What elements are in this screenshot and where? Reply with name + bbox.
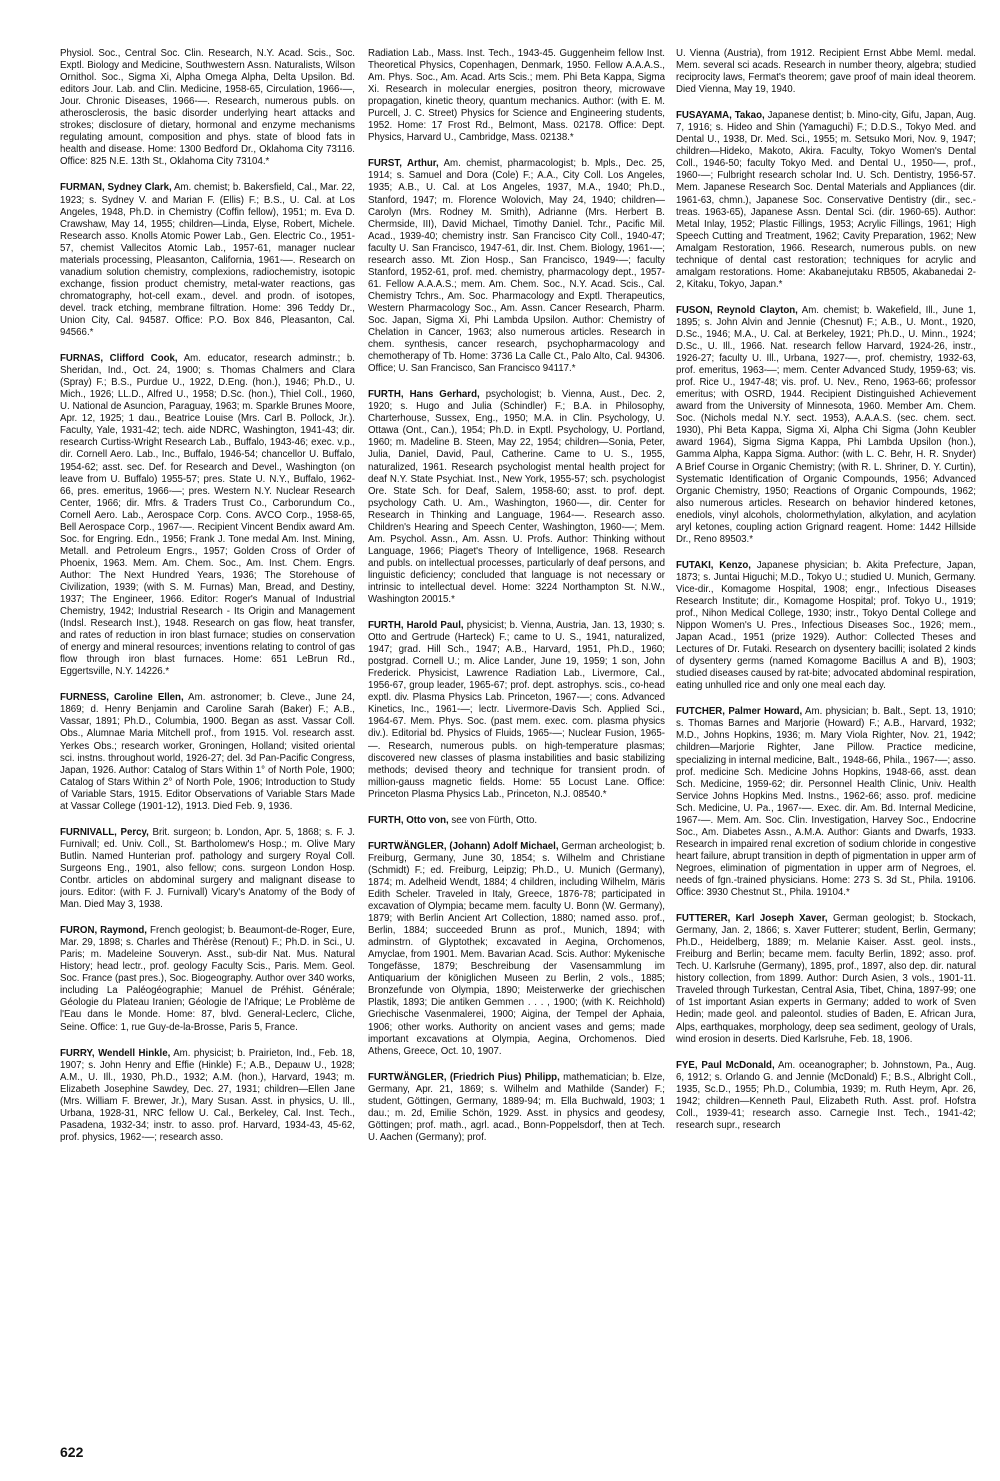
entry-name: FURMAN, Sydney Clark, (60, 182, 172, 194)
biography-entry (60, 353, 355, 678)
biography-entry (60, 692, 355, 812)
entry-text: Physiol. Soc., Central Soc. Clin. Research, N.Y. Acad. Scis., Soc. Exptl. Biology and Medicine, Southwestern Assn. Naturalists, Wilson Ornithol. Soc., Sigma Xi, Alpha Omega Alpha, Delta Upsilon. Bd. editors Jour. Lab. and Clin. Medicine, 1958-65, Circulation, 1966-—, Jour. Chronic Diseases, 1966-—. Research, numerous publs. on atherosclerosis, the basic disorder underlying heart attacks and strokes; disclosure of dietary, hormonal and enzyme mechanisms regulating amount, composition and phys. state of blood fats in health and disease. Home: 1300 Bedford Dr., Oklahoma City 73116. Office: 825 N.E. 13th St., Oklahoma City 73104.* (60, 48, 355, 168)
biography-entry (676, 560, 976, 693)
entry-name: FURNAS, Clifford Cook, (60, 353, 178, 365)
biography-entry (368, 158, 665, 375)
entry-name: FURST, Arthur, (368, 158, 439, 170)
entry-text: Japanese physician; b. Akita Prefecture, Japan, 1873; s. Juntai Higuchi; M.D., Tokyo U.; studied U. Munich, Germany. Vice-dir., Komagome Hospital, 1908; engr., Infectious Diseases Research Institute; dir., Komagome Hospital; prof. Tokyo U., 1919; prof., Nihon Medical College, 1930; instr., Tokyo Dental College and Nippon Women's U. Pres., Infectious Diseases Soc., 1926; mem., Japan Acad., 1951 (prize 1929). Author: Collected Theses and Lectures of Dr. Futaki. Research on dysentery bacilli; isolated 2 kinds of dysentery germs (named Komagome Bacillus A and B), 1903; studied diseases caused by rat-bite; advocated abdominal respiration, eating unhulled rice and only one meal each day. (676, 559, 976, 692)
entry-name: FYE, Paul McDonald, (676, 1059, 775, 1071)
entry-text: Japanese dentist; b. Mino-city, Gifu, Japan, Aug. 7, 1916; s. Hideo and Shin (Yamaguchi) F.; D.D.S., Tokyo Med. and Dental U., 1938, Dr. Med. Sci., 1955; m. Setsuko Mori, Nov. 9, 1947; children—Hideko, Makoto, Akira. Faculty, Tokyo Women's Dental Coll., 1946-50; faculty Tokyo Med. and Dental U., 1950-—, prof., 1960-—; Fulbright research scholar Ind. U. Sch. Dentistry, 1956-57. Mem. Japanese Research Soc. Dental Materials and Appliances (dir. 1961-63, chmn.), Japanese Soc. Conservative Dentistry (dir., sec.-treas. 1963-65), Japanese Assn. Dental Sci. (dir. 1960-65). Author: Metal Inlay, 1952; Plastic Fillings, 1953; Acrylic Fillings, 1961; High Speech Cutting and Treatment, 1962; Cavity Preparation, 1962; New Amalgam Restoration, 1966. Research, numerous publs. on new technique of dental cast restoration; techniques for acrylic and amalgam restorations. Home: Akabanejutaku RB505, Akabanedai 2-2, Kitaku, Tokyo, Japan.* (676, 110, 976, 290)
biography-entry (60, 182, 355, 339)
entry-text: U. Vienna (Austria), from 1912. Recipient Ernst Abbe Meml. medal. Mem. several sci acads. Research in number theory, algebra; studied reciprocity laws, Fermat's theorem; gave proof of main ideal theorem. Died Vienna, May 19, 1940. (676, 48, 976, 96)
entry-name: FUTCHER, Palmer Howard, (676, 706, 803, 718)
entry-text: Am. astronomer; b. Cleve., June 24, 1869; d. Henry Benjamin and Caroline Sarah (Baker) F.; A.B., Vassar, 1891; Ph.D., Columbia, 1900. Began as asst. Vassar Coll. Obs., Alumnae Maria Mitchell prof., from 1915. Vol. research asst. Yerkes Obs.; research worker, Groningen, Holland; visited oriental sci. instns. throughout world, 1926-27; del. 3d Pan-Pacific Congress, Japan, 1926. Author: Catalog of Stars Within 1° of North Pole, 1900; Catalog of Stars Within 2° of North Pole, 1906; Introduction to Study of Variable Stars, 1915. Editor Observations of Variable Stars Made at Vassar College (1901-12), 1913. Died Feb. 9, 1936. (60, 692, 355, 812)
entry-name: FURON, Raymond, (60, 925, 148, 937)
page-number: 622 (60, 1444, 84, 1460)
entry-name: FURTH, Otto von, (368, 814, 449, 826)
entry-text: German archeologist; b. Freiburg, Germany, June 30, 1854; s. Wilhelm and Christiane (Schmidt) F.; ed. Freiburg, Leipzig; Ph.D., U. Munich (Germany), 1874; m. Adelheid Wendt, 1884; 4 children, including Wilhelm, Märis Edith Scheler. Traveled in Italy, Greece, 1876-78; participated in excavation of Olympia; became mem. faculty U. Bonn (W. Germany), 1879; with Berlin Ancient Art Collection, 1880; named asso. prof., Berlin, 1884; succeeded Brunn as prof., Munich, 1894; with adminstrn. of Glyptothek; excavated in Aegina, Orchomenos, Amyclae, from 1901. Mem. Bavarian Acad. Scis. Author: Mykenische Tongefässe, 1879; Beschreibung der Vasensammlung im Antiquarium der königlichen Museen zu Berlin, 2 vols., 1885; Bronzefunde von Olympia, 1890; Meisterwerke der griechischen Plastik, 1893; Die antiken Gemmen . . . , 1900; (with K. Reichhold) Griechische Vasenmalerei, 1900; Aigina, der Tempel der Aphaia, 1906; other works. Authority on ancient vases and gems; made important excavations at Olympia, Aegina, Orchomenos. Died Athens, Greece, Oct. 10, 1907. (368, 840, 665, 1057)
entry-text: psychologist; b. Vienna, Aust., Dec. 2, 1920; s. Hugo and Julia (Schindler) F.; B.A. in Philosophy, Charterhouse, Sussex, Eng., 1950; M.A. in Clin. Psychology, U. Ottawa (Ont., Can.), 1954; Ph.D. in Exptl. Psychology, U. Portland, 1960; m. Madeline B. Steen, May 22, 1954; children—Sonia, Peter, Julia, Daniel, David, Paul, Catherine. Came to U. S., 1955, naturalized, 1961. Research psychologist mental health project for deaf N.Y. State Psychiat. Inst., New York, 1955-57; sch. psychologist Ore. State Sch. for Deaf, Salem, 1958-60; asst. to prof. dept. psychology Cath. U. Am., Washington, 1960-—, dir. Center for Research in Thinking and Language, 1964-—. Research asso. Children's Hearing and Speech Center, Washington, 1960-—; Mem. Am. Psychol. Assn., Am. Assn. U. Profs. Author: Thinking without Language, 1966; Piaget's Theory of Intelligence, 1968. Research and publs. on intellectual processes, particularly of deaf persons, and linguistic deficiency; concluded that language is not necessary or intrinsic to intellectual devel. Home: 3224 Northampton St. N.W., Washington 20015.* (368, 389, 665, 606)
entry-text: Am. chemist; b. Bakersfield, Cal., Mar. 22, 1923; s. Sydney V. and Marian F. (Ellis) F.; B.S., U. Cal. at Los Angeles, 1948, Ph.D. in Chemistry (Coffin fellow), 1951; m. Eva D. Crawshaw, May 14, 1955; children—Linda, Elyse, Robert, Michele. Research asso. Knolls Atomic Power Lab., Gen. Electric Co., 1951-57, chemist Vallecitos Atomic Lab., 1957-61, manager nuclear materials processing, Pleasanton, California, 1961-—. Research on vanadium solution chemistry, complexions, radiochemistry, isotopic exchange, fission product chemistry, metal-water reactions, gas chromatography, hot-cell exam., devel. and prodn. of isotopes, devel. track etching, membrane filtration. Home: 396 Teddy Dr., Union City, Cal. 94587. Office: P.O. Box 846, Pleasanton, Cal. 94566.* (60, 182, 355, 339)
biography-entry (676, 913, 976, 1046)
biography-entry (60, 48, 355, 168)
entry-text: Brit. surgeon; b. London, Apr. 5, 1868; s. F. J. Furnivall; ed. Univ. Coll., St. Bartholomew's Hosp.; m. Olive Mary Butlin. Named Hunterian prof. pathology and surgery Royal Coll. Surgeons Eng., 1901, also fellow; cons. surgeon London Hosp. Contbr. articles on abdominal surgery and malignant disease to jours. Editor: (with F. J. Furnivall) Vicary's Anatomy of the Body of Man. Died May 3, 1938. (60, 826, 355, 911)
biography-entry (60, 925, 355, 1033)
biography-entry (368, 620, 665, 801)
entry-name: FUSON, Reynold Clayton, (676, 304, 798, 316)
entry-name: FURTWÄNGLER, (Friedrich Pius) Philipp, (368, 1071, 560, 1083)
entry-text: Radiation Lab., Mass. Inst. Tech., 1943-45. Guggenheim fellow Inst. Theoretical Physics, Copenhagen, Denmark, 1950. Fellow A.A.A.S., Am. Phys. Soc., Am. Acad. Arts Scis.; mem. Phi Beta Kappa, Sigma Xi. Research in molecular energies, positron theory, microwave propagation, kinetic theory, quantum mechanics. Author: (with E. M. Purcell, J. C. Street) Physics for Science and Engineering students, 1952. Home: 17 Frost Rd., Belmont, Mass. 02178. Office: Dept. Physics, Harvard U., Cambridge, Mass. 02138.* (368, 48, 665, 144)
biography-entry (368, 841, 665, 1058)
entry-name: FURTH, Harold Paul, (368, 620, 464, 632)
entry-name: FUTTERER, Karl Joseph Xaver, (676, 913, 828, 925)
text-column-2 (368, 48, 665, 1443)
entry-name: FURTWÄNGLER, (Johann) Adolf Michael, (368, 840, 559, 852)
entry-name: FUSAYAMA, Takao, (676, 110, 765, 122)
entry-text: Am. educator, research adminstr.; b. Sheridan, Ind., Oct. 24, 1900; s. Thomas Chalmers and Clara (Spray) F.; B.S., Purdue U., 1922, D.Eng. (hon.), 1946; Ph.D., U. Mich., 1926; LL.D., Alfred U., 1958; D.Sc. (hon.), Thiel Coll., 1960, U. National de Asuncion, Paraguay, 1963; m. Sparkle Brunes Moore, Apr. 12, 1925; 1 dau., Beatrice Louise (Mrs. Carl B. Pollock, Jr.). Faculty, Yale, 1931-42; tech. aide NDRC, Washington, 1941-43; dir. research Curtiss-Wright Research Lab., Buffalo, 1943-46; exec. v.p., dir. Cornell Aero. Lab., Inc., Buffalo, 1946-54; chancellor U. Buffalo, 1954-62; asst. sec. Def. for Research and Devel., Washington (on leave from U. Buffalo) 1955-57; pres. State U. N.Y., Buffalo, 1962-66, pres. emeritus, 1966-—; pres. Western N.Y. Nuclear Research Center, 1966; dir. Mfrs. & Traders Trust Co., Carborundum Co., Cornell Aero. Lab., Aerospace Corp. Cons. AVCO Corp., 1958-65, Bell Aerospace Corp., 1967-—. Recipient Vincent Bendix award Am. Soc. for Engring. Edn., 1956; Frank J. Tone medal Am. Inst. Mining, Metall. and Petroleum Engrs., 1957; Golden Cross of Order of Phoenix, 1963. Mem. Am. Chem. Soc., Am. Inst. Chem. Engrs. Author: The Next Hundred Years, 1936; The Storehouse of Civilization, 1939; (with S. M. Furnas) Man, Bread, and Destiny, 1937; The Engineer, 1966. Editor: Roger's Manual of Industrial Chemistry, 1942; Industrial Research - Its Origin and Management (Indsl. Research Inst.), 1948. Research on gas flow, heat transfer, and rates of reduction in iron blast furnace; studies on conservation of energy and mineral resources; inventions relating to control of gas flow through iron blast furnaces. Home: 651 LeBrun Rd., Eggertsville, N.Y. 14226.* (60, 353, 355, 678)
biography-entry (368, 1072, 665, 1144)
entry-text: Am. chemist, pharmacologist; b. Mpls., Dec. 25, 1914; s. Samuel and Dora (Cole) F.; A.A., City Coll. Los Angeles, 1935; A.B., U. Cal. at Los Angeles, 1937, M.A., 1940; Ph.D., Stanford, 1947; m. Florence Wolovich, May 24, 1940; children—Carolyn (Mrs. Rodney M. Smith), Adrianne (Mrs. Herbert B. Chermside, III), David Michael, Timothy Daniel. Tchr., Pacific Mil. Acad., 1939-40; chemistry instr. San Francisco City Coll., 1940-47; faculty U. San Francisco, 1947-61, dir. Inst. Chem. Biology, 1961-—; research asso. Mt. Zion Hosp., San Francisco, 1949-—; faculty Stanford, 1952-61, prof. med. chemistry, pharmacology dept., 1957-61. Fellow A.A.A.S.; mem. Am. Chem. Soc., N.Y. Acad. Scis., Cal. Chemistry Tchrs., Am. Soc. Pharmacology and Exptl. Therapeutics, Western Pharmacology Soc., Am. Assn. Cancer Research, Pharm. Soc. Japan, Sigma Xi, Phi Lambda Upsilon. Author: Chemistry of Chelation in Cancer, 1963; also numerous articles. Research in chem. synthesis, cancer research, psychopharmacology and chemotherapy of Tb. Home: 3736 La Calle Ct., Palo Alto, Cal. 94306. Office; U. San Francisco, San Francisco 94117.* (368, 158, 665, 375)
entry-name: FURRY, Wendell Hinkle, (60, 1047, 171, 1059)
biography-entry (368, 389, 665, 606)
entry-text: Am. physicist; b. Prairieton, Ind., Feb. 18, 1907; s. John Henry and Effie (Hinkle) F.; A.B., Depauw U., 1928; A.M., U. Ill., 1930, Ph.D., 1932; A.M. (hon.), Harvard, 1943; m. Elizabeth Josephine Sawdey, Dec. 27, 1931; children—Ellen Jane (Mrs. William F. Brewer, Jr.), Mary Susan. Asst. in physics, U. Ill., Urbana, 1928-31, NRC fellow U. Cal., Berkeley, Cal. Inst. Tech., Pasadena, 1932-34; instr. to asso. prof. Harvard, 1934-43, 45-62, prof. physics, 1962-—; research asso. (60, 1047, 355, 1143)
biography-entry (60, 1048, 355, 1144)
entry-text: Am. chemist; b. Wakefield, Ill., June 1, 1895; s. John Alvin and Jennie (Chesnut) F.; A.B., U. Mont., 1920, D.Sc., 1946; M.A., U. Cal. at Berkeley, 1921; Ph.D., U. Minn., 1924; D.Sc., U. Ill., 1966. Nat. research fellow Harvard, 1924-26, instr., 1926-27; faculty U. Ill., Urbana, 1927-—, prof. chemistry, 1932-63, prof. emeritus, 1963-—; mem. Center Advanced Study, 1959-63; vis. prof. Rice U., 1947-48; vis. prof. U. Nev., Reno, 1963-66; professor emeritus; with OSRD, 1944. Recipient Distinguished Achievement award from the University of Minnesota, 1960. Member Am. Chem. Soc. (Nichols medal N.Y. sect. 1953), A.A.A.S. (sec. chem. sect. 1930), Phi Beta Kappa, Sigma Xi, Alpha Chi Sigma (John Keubler award 1964), Sigma Sigma Kappa, Phi Lambda Upsilon (hon.), Gamma Alpha, Kappa Sigma. Author: (with L. C. Behr, H. R. Snyder) A Brief Course in Organic Chemistry; (with R. L. Shriner, D. Y. Curtin), Systematic Identification of Organic Compounds, 1956; Advanced Organic Chemistry, 1950; Reactions of Organic Compounds, 1962; also numerous articles. Research on behavior hindered ketones, enediols, vinyl alcohols, cholormethylation, alkylation, and acylation aryl ketones, coupling action Grignard reagent. Home: 1442 Hillside Dr., Reno 89503.* (676, 304, 976, 545)
biography-entry (676, 1060, 976, 1132)
biography-entry (368, 815, 665, 827)
biography-entry (676, 706, 976, 899)
biography-entry (676, 48, 976, 96)
entry-text: Am. physician; b. Balt., Sept. 13, 1910; s. Thomas Barnes and Marjorie (Howard) F.; A.B., Harvard, 1932; M.D., Johns Hopkins, 1936; m. Mary Viola Righter, Nov. 21, 1942; children—Marjorie Righter, Jane Pillow. Practice medicine, specializing in internal medicine, Balt., 1948-66, Phila., 1967-—; asso. prof. medicine Sch. Medicine Johns Hopkins, 1948-66, asst. dean Sch. Medicine, 1959-62; dir. Personnel Health Clinic, Univ. Health Service Johns Hopkins Med. Instns., 1962-66; asso. prof. medicine Sch. Medicine, U. Pa., 1967-—. Exec. dir. Am. Bd. Internal Medicine, 1967-—. Mem. Am. Soc. Clin. Investigation, Harvey Soc., Endocrine Soc., Am. Diabetes Assn., A.M.A. Author: Giants and Dwarfs, 1933. Research in impaired renal excretion of sodium chloride in congestive heart failure, abrupt transition in depth of pigmentation in upper arm of Negroes, elimination of pigmentation in upper arm of Negroes, el. needs of fgn.-trained physicians. Home: 273 S. 3d St., Phila. 19106. Office: 3930 Chestnut St., Phila. 19104.* (676, 706, 976, 899)
entry-text: Am. oceanographer; b. Johnstown, Pa., Aug. 6, 1912; s. Orlando G. and Jennie (McDonald) F.; B.S., Albright Coll., 1935, Sc.D., 1955; Ph.D., Columbia, 1939; m. Ruth Heym, Apr. 26, 1942; children—Kenneth Paul, Elizabeth Ruth. Asst. prof. Hofstra Coll., 1939-41; research asso. Carnegie Inst. Tech., 1941-42; research supr., research (676, 1059, 976, 1131)
biography-entry (368, 48, 665, 144)
entry-name: FURTH, Hans Gerhard, (368, 389, 480, 401)
entry-text: see von Fürth, Otto. (448, 814, 538, 826)
entry-text: French geologist; b. Beaumont-de-Roger, Eure, Mar. 29, 1898; s. Charles and Thérèse (Renout) F.; Ph.D. in Sci., U. Paris; m. Madeleine Souveryn. Asst., sub-dir Nat. Mus. Natural History; head lectr., prof. geology Faculty Scis., Paris. Mem. Geol. Soc. France (past pres.), Soc. Biogeography. Author over 340 works, including La Paléogéographie; Manuel de Préhist. Générale; Géologie du Plateau Iranien; Géologie de l'Afrique; Le Problème de l'Eau dans le Monde. Home: 87, blvd. General-Leclerc, Cliche, Seine. Office: 1, rue Guy-de-la-Brosse, Paris 5, France. (60, 925, 355, 1033)
text-column-1 (60, 48, 355, 1443)
biography-entry (676, 305, 976, 546)
biography-entry (60, 827, 355, 911)
entry-text: German geologist; b. Stockach, Germany, Jan. 2, 1866; s. Xaver Futterer; student, Berlin, Germany; Ph.D., Heidelberg, 1889; m. Melanie Kaiser. Asst. geol. insts., Freiburg and Berlin; became mem. faculty Berlin, 1892; asso. prof. Tech. U. Karlsruhe (Germany), 1895, prof., 1897, also dep. dir. natural history collection, from 1899. Author: Durch Asien, 3 vols., 1901-11. Traveled through Turkestan, Central Asia, Tibet, China, 1897-99; one of 1st important Asian experts in Germany; added to work of Sven Hedin; made geol. and paleontol. studies of Baden, E. African Jura, Alps, earthquakes, morphology, deep sea sediment, geology of Urals, wind erosion in deserts. Died Karlsruhe, Feb. 18, 1906. (676, 913, 976, 1045)
entry-name: FURNIVALL, Percy, (60, 826, 149, 838)
entry-text: mathematician; b. Elze, Germany, Apr. 21, 1869; s. Wilhelm and Mathilde (Sander) F.; student, Göttingen, Germany, 1889-94; m. Ella Buchwald, 1903; 1 dau.; m. 2d, Emilie Schön, 1929. Asst. in physics and geodesy, Göttingen; prof. math., agrl. acad., Bonn-Poppelsdorf, then at Tech. U. Aachen (Germany); prof. (368, 1071, 665, 1143)
entry-text: physicist; b. Vienna, Austria, Jan. 13, 1930; s. Otto and Gertrude (Harteck) F.; came to U. S., 1941, naturalized, 1947; grad. Hill Sch., 1947; A.B., Harvard, 1951, Ph.D., 1960; postgrad. Cornell U.; m. Alice Lander, June 19, 1959; 1 son, John Frederick. Physicist, Lawrence Radiation Lab., Livermore, Cal., 1956-67, group leader, 1965-67; prof. dept. astrophys. scis., co-head exptl. div. Plasma Physics Lab. Princeton, 1967-—; cons. Advanced Kinetics, Inc., 1961-—; lectr. Livermore-Davis Sch. Applied Sci., 1964-67. Mem. Phys. Soc. (past mem. exec. com. plasma physics div.). Editorial bd. Physics of Fluids, 1965-—; Nuclear Fusion, 1965-—. Research, numerous publs. on high-temperature plasmas; discovered new classes of plasma instabilities and basic stabilizing methods; devised theory and technique for transient prodn. of million-gauss magnetic fields. Home: 55 Locust Lane. Office: Princeton Plasma Physics Lab., Princeton, N.J. 08540.* (368, 620, 665, 800)
biography-entry (676, 110, 976, 291)
text-column-3 (676, 48, 976, 1443)
entry-name: FUTAKI, Kenzo, (676, 559, 751, 571)
entry-name: FURNESS, Caroline Ellen, (60, 692, 184, 704)
